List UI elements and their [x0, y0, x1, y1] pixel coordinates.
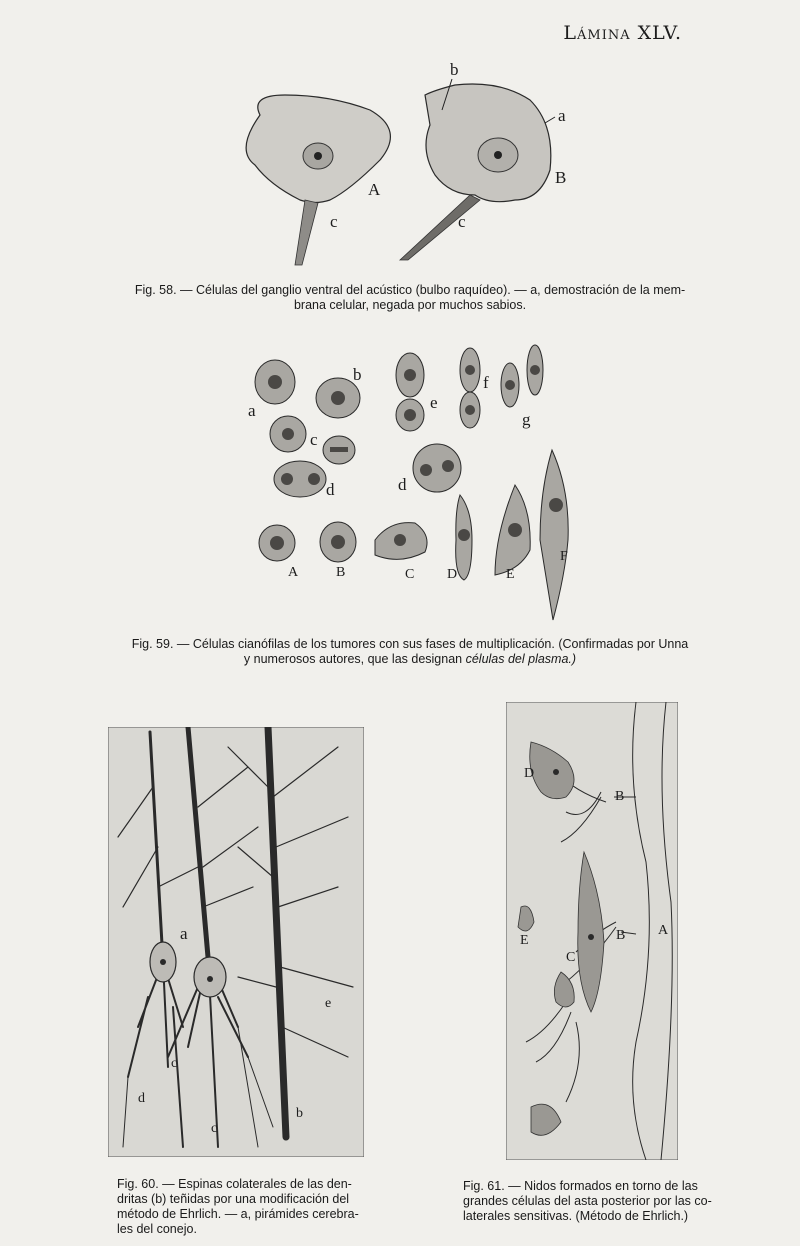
fig60-caption-line-2: dritas (b) teñidas por una modificación del [117, 1192, 350, 1206]
fig59-label-d1: d [326, 480, 335, 499]
fig58-label-A: A [368, 180, 381, 199]
fig59-label-b: b [353, 365, 362, 384]
fig60-label-c2: c [211, 1121, 218, 1136]
fig59-caption-line-2-italic: células del plasma.) [465, 652, 577, 666]
fig59-label-A: A [288, 565, 299, 580]
fig59-label-a: a [248, 401, 256, 420]
fig58-label-B: B [555, 168, 567, 187]
fig61-label-A: A [658, 923, 669, 938]
fig58-caption [100, 283, 720, 313]
fig59-label-F: F [560, 549, 568, 564]
fig61-caption [463, 1179, 721, 1224]
fig59-label-f: f [483, 373, 489, 392]
fig59-illustration [240, 330, 580, 625]
fig58-label-c2: c [458, 212, 466, 231]
fig60-label-c1: c [171, 1056, 178, 1071]
fig60-caption-line-4: les del conejo. [117, 1222, 197, 1236]
fig59-label-D: D [447, 567, 458, 582]
fig61-label-B2: B [616, 928, 626, 943]
fig59-caption [100, 637, 720, 667]
fig61-label-E: E [520, 933, 529, 948]
fig61-illustration [506, 702, 678, 1160]
fig59-label-d2: d [398, 475, 407, 494]
fig60-illustration [108, 727, 364, 1157]
fig59-label-e: e [430, 393, 438, 412]
fig59-label-c: c [310, 430, 318, 449]
fig60-caption [117, 1177, 385, 1237]
fig60-caption-line-3: método de Ehrlich. — a, pirámides cerebra- [117, 1207, 359, 1221]
fig59-label-B: B [336, 565, 346, 580]
fig59-caption-line-1: Fig. 59. — Células cianófilas de los tumores con sus fases de multiplicación. (Confirmadas por Unna [131, 637, 689, 651]
fig60-caption-line-1: Fig. 60. — Espinas colaterales de las den- [117, 1177, 352, 1191]
fig61-label-C: C [566, 950, 576, 965]
fig58-label-c1: c [330, 212, 338, 231]
fig61-label-B1: B [615, 789, 625, 804]
fig61-caption-line-2: grandes células del asta posterior por las co- [463, 1194, 712, 1208]
fig61-caption-line-3: laterales sensitivas. (Método de Ehrlich.) [463, 1209, 689, 1223]
fig60-label-a: a [180, 924, 188, 943]
fig59-caption-line-2 [100, 652, 720, 667]
fig59-label-C: C [405, 567, 415, 582]
fig61-caption-line-1: Fig. 61. — Nidos formados en torno de las [463, 1179, 698, 1193]
plate-title: Lámina XLV. [563, 22, 682, 44]
fig58-label-a: a [558, 106, 566, 125]
fig58-caption-line-1: Fig. 58. — Células del ganglio ventral del acústico (bulbo raquídeo). — a, demostración de la mem- [134, 283, 686, 297]
fig59-label-E: E [506, 567, 515, 582]
fig60-label-e: e [325, 996, 332, 1011]
fig61-label-D: D [524, 766, 535, 781]
fig60-label-d: d [138, 1091, 145, 1106]
fig58-caption-line-2: brana celular, negada por muchos sabios. [293, 298, 527, 312]
fig59-caption-line-2-prefix: y numerosos autores, que las designan [243, 652, 466, 666]
fig60-label-b: b [296, 1106, 303, 1121]
fig58-illustration [230, 55, 590, 270]
fig59-label-g: g [522, 410, 531, 429]
fig58-label-b: b [450, 60, 459, 79]
